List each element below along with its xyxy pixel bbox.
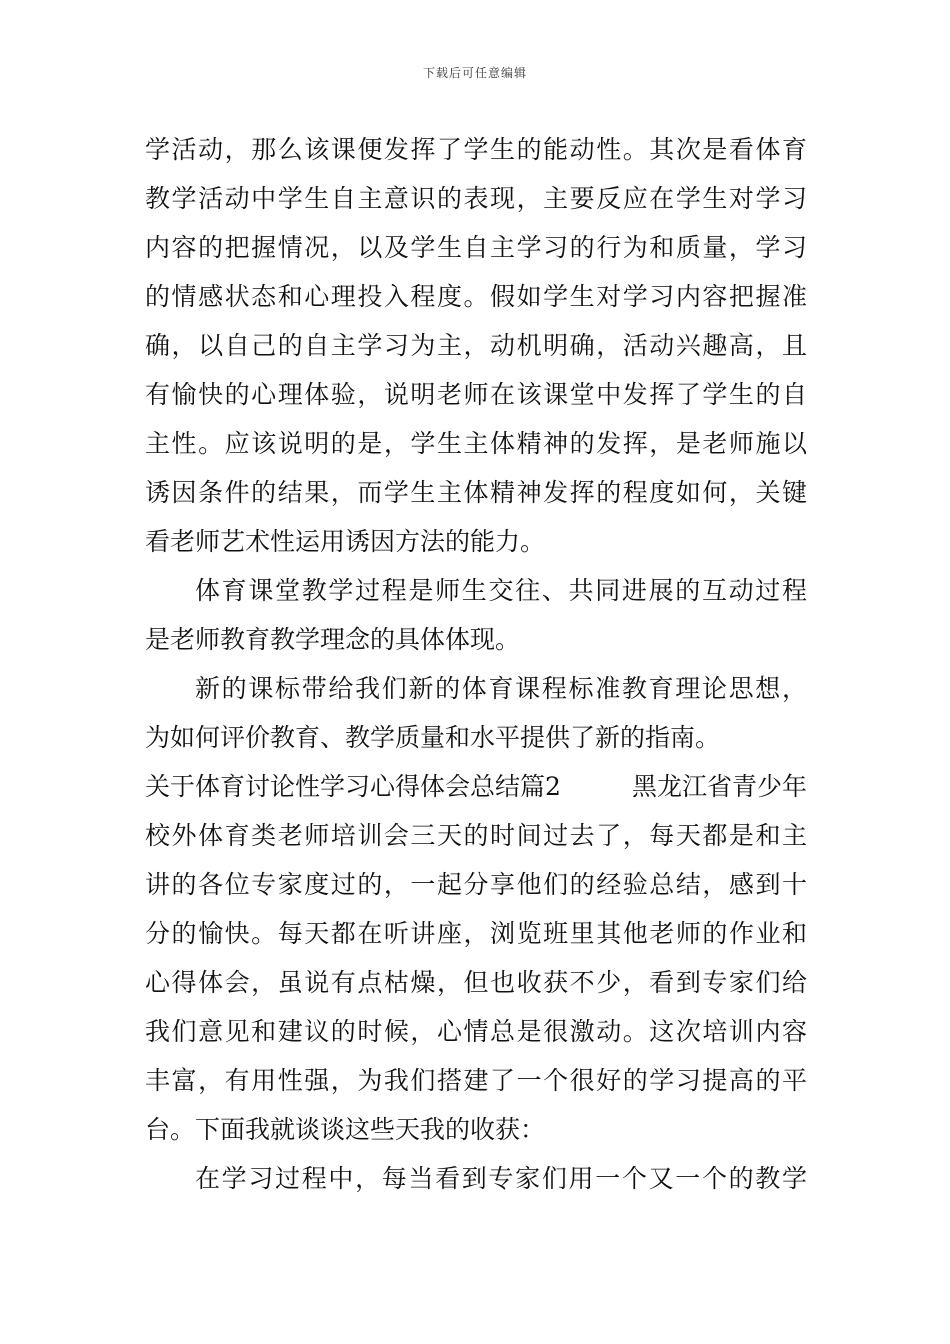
- text-line: 新的课标带给我们新的体育课程标准教育理论思想，: [195, 674, 807, 703]
- text-line: 诱因条件的结果，而学生主体精神发挥的程度如何，关键: [145, 478, 807, 507]
- text-line: 讲的各位专家度过的，一起分享他们的经验总结，感到十: [145, 870, 807, 899]
- text-line: 学活动，那么该课便发挥了学生的能动性。其次是看体育: [145, 135, 807, 164]
- paragraph: [145, 762, 807, 1154]
- text-line: 校外体育类老师培训会三天的时间过去了，每天都是和主: [145, 821, 807, 850]
- text-line: 内容的把握情况，以及学生自主学习的行为和质量，学习: [145, 233, 807, 262]
- text-line: 在学习过程中，每当看到专家们用一个又一个的教学: [195, 1164, 807, 1193]
- text-line: 丰富，有用性强，为我们搭建了一个很好的学习提高的平: [145, 1066, 807, 1095]
- text-line: 的情感状态和心理投入程度。假如学生对学习内容把握准: [145, 282, 807, 311]
- text-line: 有愉快的心理体验，说明老师在该课堂中发挥了学生的自: [145, 380, 807, 409]
- paragraph: [145, 1154, 807, 1203]
- text-line: 教学活动中学生自主意识的表现，主要反应在学生对学习: [145, 184, 807, 213]
- text-line: 看老师艺术性运用诱因方法的能力。: [145, 527, 546, 556]
- text-line: 我们意见和建议的时候，心情总是很激动。这次培训内容: [145, 1017, 807, 1046]
- text-line: 体育课堂教学过程是师生交往、共同进展的互动过程: [195, 576, 807, 605]
- document-body: [145, 125, 807, 1203]
- text-line: 为如何评价教育、教学质量和水平提供了新的指南。: [145, 723, 721, 752]
- paragraph: [145, 566, 807, 664]
- page-header: 下载后可任意编辑: [422, 66, 527, 80]
- text-line: 台。下面我就谈谈这些天我的收获：: [145, 1115, 546, 1144]
- section-heading: 关于体育讨论性学习心得体会总结篇2: [145, 772, 561, 801]
- text-line: 主性。应该说明的是，学生主体精神的发挥，是老师施以: [145, 429, 807, 458]
- text-line: 是老师教育教学理念的具体体现。: [145, 625, 521, 654]
- text-line: 心得体会，虽说有点枯燥，但也收获不少，看到专家们给: [145, 968, 807, 997]
- text-line: 确，以自己的自主学习为主，动机明确，活动兴趣高，且: [145, 331, 807, 360]
- paragraph: [145, 664, 807, 762]
- text-line: 分的愉快。每天都在听讲座，浏览班里其他老师的作业和: [145, 919, 807, 948]
- paragraph: [145, 125, 807, 566]
- section-heading-tail: 黑龙江省青少年: [631, 772, 807, 801]
- section-heading-line: [145, 762, 807, 811]
